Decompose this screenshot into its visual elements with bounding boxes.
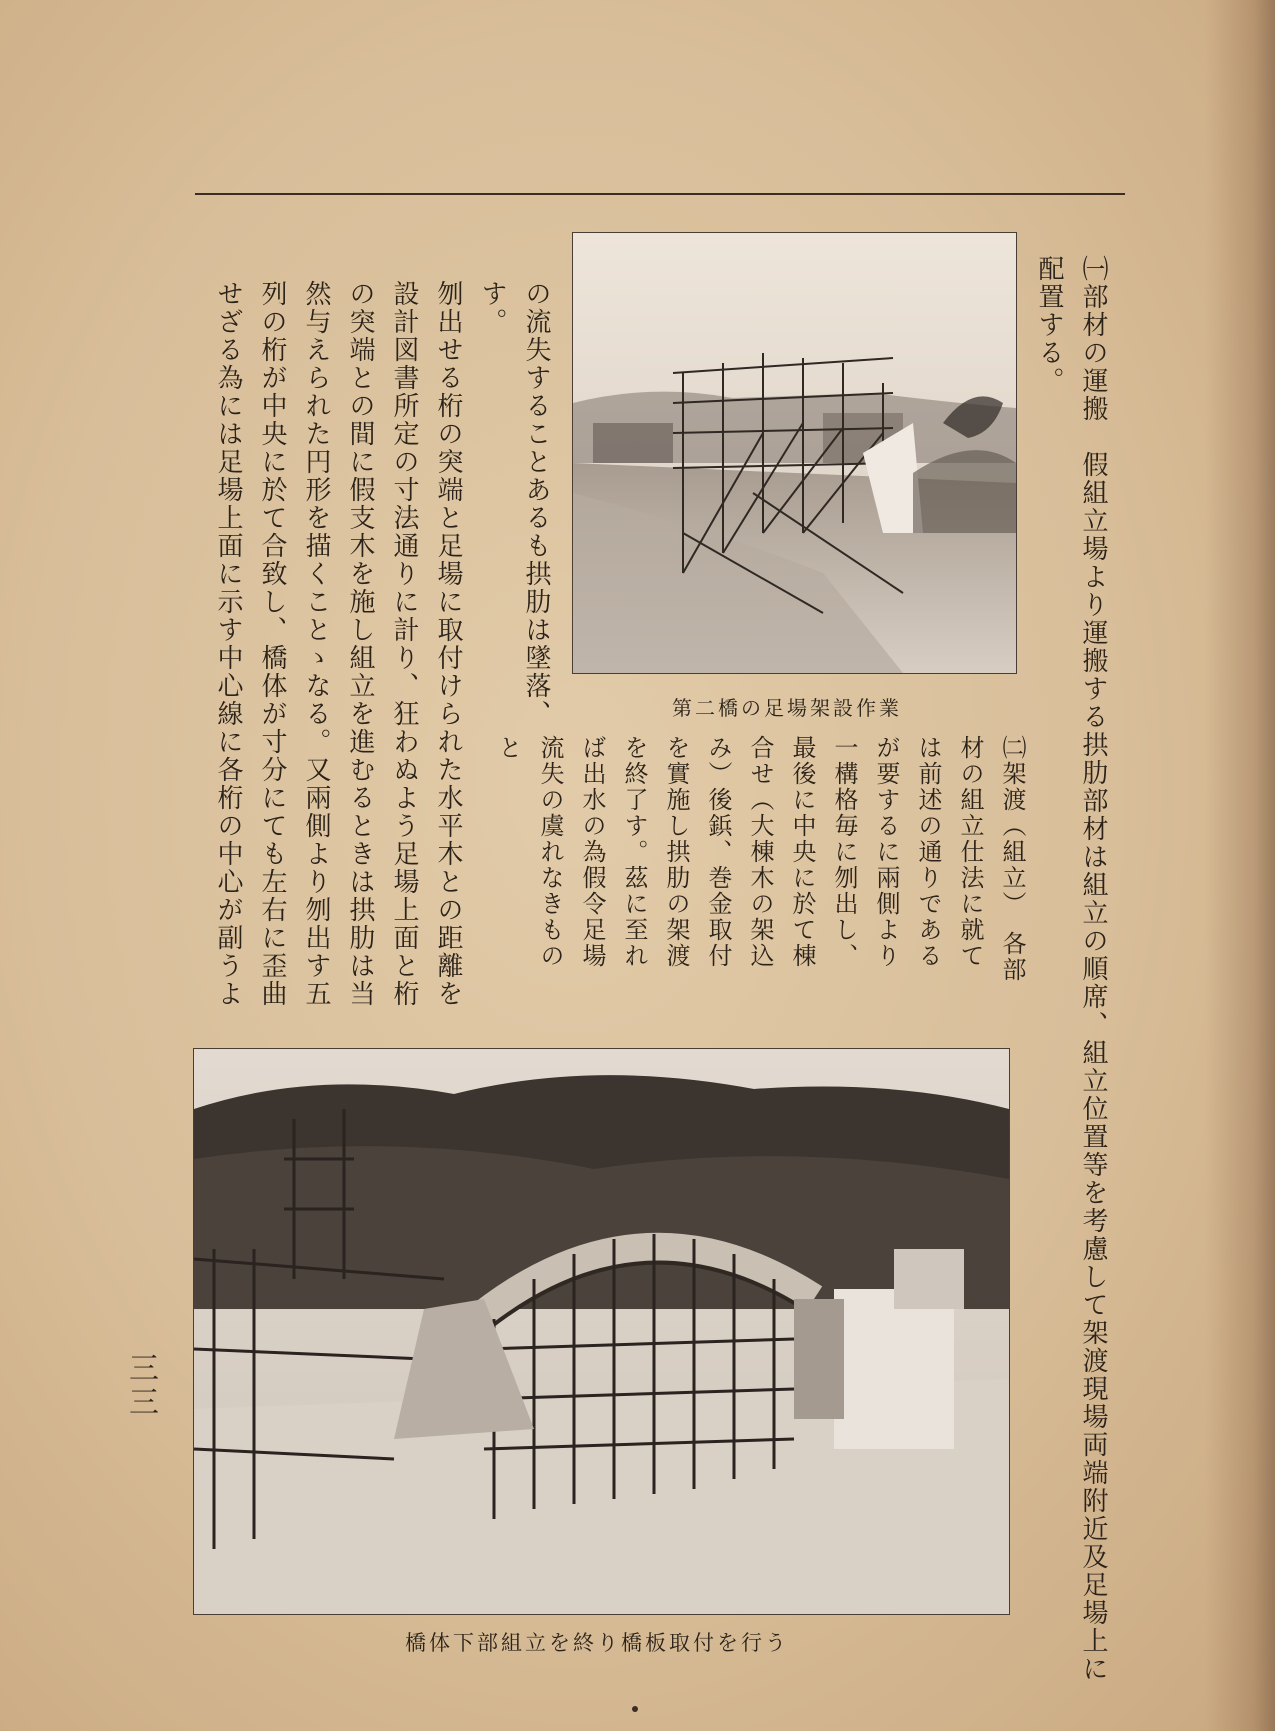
photo-bottom-caption: 橋体下部組立を終り橋板取付を行う <box>405 1631 789 1655</box>
header-rule <box>195 193 1125 195</box>
bottom-dot <box>632 1706 638 1712</box>
section-1-text: ㈠部材の運搬 假組立場より運搬する拱肋部材は組立の順席、組立位置等を考慮して架渡現場両端附近及足場上に 配置する。 <box>1034 255 1108 1683</box>
continued-text: の流失することあるも拱肋は墜落、 す。 刎出せる桁の突端と足場に取付けられた水平木との距離を 設計図書所定の寸法通りに計り、狂わぬよう足場上面と桁 の突端との間に假支木を施し組立を進むるときは拱肋は当 然与えられた円形を描くことゝなる。又兩側より刎出す五 列の桁が中央に於て合致し、橋体が寸分にても左右に歪曲 せざる為には足場上面に示す中心線に各桁の中心が副うよ <box>213 280 551 1008</box>
page-number: 三三 <box>123 1352 158 1420</box>
page-spine-shadow <box>1205 0 1275 1731</box>
photo-bridge-body-assembly <box>193 1048 1010 1615</box>
photo-scaffolding-second-bridge <box>572 232 1017 674</box>
section-2-text: ㈡架渡（組立） 各部 材の組立仕法に就て は前述の通りである が要するに兩側より 一構格毎に刎出し、 最後に中央に於て棟 合せ（大棟木の架込 み）後鋲、巻金取付 を實施し拱肋の架渡 を終了す。茲に至れ ば出水の為假令足場 流失の虞れなきもの と <box>494 735 1026 983</box>
photo-top-caption: 第二橋の足場架設作業 <box>672 696 902 720</box>
